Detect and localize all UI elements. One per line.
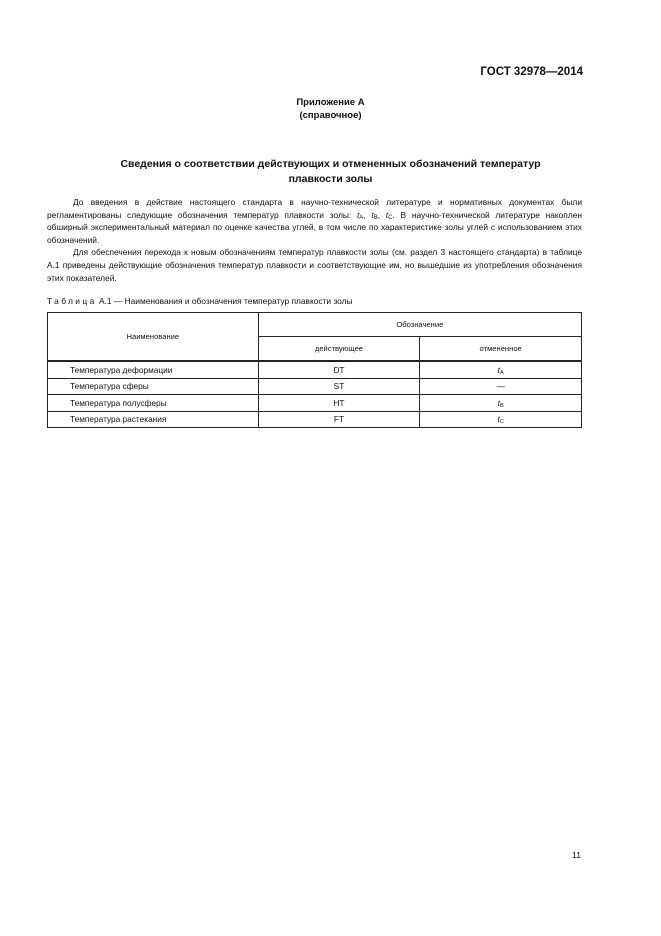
table-row (48, 411, 582, 428)
appendix-title: Приложение А (296, 97, 365, 108)
table-caption-text: А.1 — Наименования и обозначения температур плавкости золы (96, 296, 353, 306)
cancelled-symbol: t (497, 397, 500, 408)
separator: , (377, 209, 386, 220)
subscript-a: A (359, 214, 364, 221)
symbol-t-a: t (356, 209, 360, 220)
row-name: Температура полусферы (48, 395, 259, 412)
table-row (48, 378, 582, 395)
row-cancelled (420, 411, 582, 428)
row-name: Температура растекания (48, 411, 259, 428)
table-header-row (48, 313, 582, 337)
paragraph-1 (47, 196, 582, 246)
table-caption (47, 295, 582, 307)
section-title-line-1: Сведения о соответствии действующих и отмененных обозначений температур (120, 158, 541, 170)
row-cancelled (420, 361, 582, 378)
section-title-line-2: плавкости золы (288, 173, 373, 185)
paragraph-1-end: . В научно-технической литературе накоплен обширный экспериментальный материал по оценке качества углей, в том числе по характеристике золы углей с использованием этих обозначений. (47, 209, 582, 245)
table-caption-word: Таблица (47, 296, 97, 306)
cancelled-subscript: C (499, 419, 504, 426)
page-number: 11 (572, 850, 581, 860)
cancelled-subscript: A (499, 369, 504, 376)
row-current: FT (258, 411, 420, 428)
row-name: Температура деформации (48, 361, 259, 378)
paragraph-1-start: До введения в действие настоящего стандарта в научно-технической литературе и нормативных документах были регламентированы следующие обозначения температур плавкости золы: (47, 197, 582, 220)
subscript-c: C (388, 214, 393, 221)
cancelled-symbol: t (497, 414, 500, 425)
standard-number: ГОСТ 32978—2014 (480, 66, 583, 78)
symbol-t-b: t (371, 209, 374, 220)
appendix-heading (0, 96, 661, 122)
paragraph-2: Для обеспечения перехода к новым обозначениям температур плавкости золы (см. раздел 3 настоящего стандарта) в таблице А.1 приведены действующие обозначения температур плавкости и соответствующие им, но вышедшие из употребления обозначения этих показателей. (47, 247, 582, 283)
row-current: DT (258, 361, 420, 378)
header-designation: Обозначение (258, 313, 581, 337)
body-text (47, 196, 582, 284)
table-row (48, 395, 582, 412)
subscript-b: B (373, 214, 378, 221)
row-name: Температура сферы (48, 378, 259, 395)
designations-table (47, 312, 582, 428)
separator: , (363, 209, 372, 220)
symbol-t-c: t (385, 209, 389, 220)
section-title (80, 157, 581, 187)
cancelled-subscript: B (499, 402, 504, 409)
row-cancelled (420, 395, 582, 412)
row-cancelled: — (420, 378, 582, 395)
header-name: Наименование (48, 313, 259, 362)
appendix-subtitle: (справочное) (299, 110, 362, 121)
row-current: ST (258, 378, 420, 395)
header-current: действующее (258, 337, 420, 362)
row-current: HT (258, 395, 420, 412)
header-cancelled: отмененное (420, 337, 582, 362)
cancelled-symbol: t (497, 364, 500, 375)
table-row (48, 361, 582, 378)
